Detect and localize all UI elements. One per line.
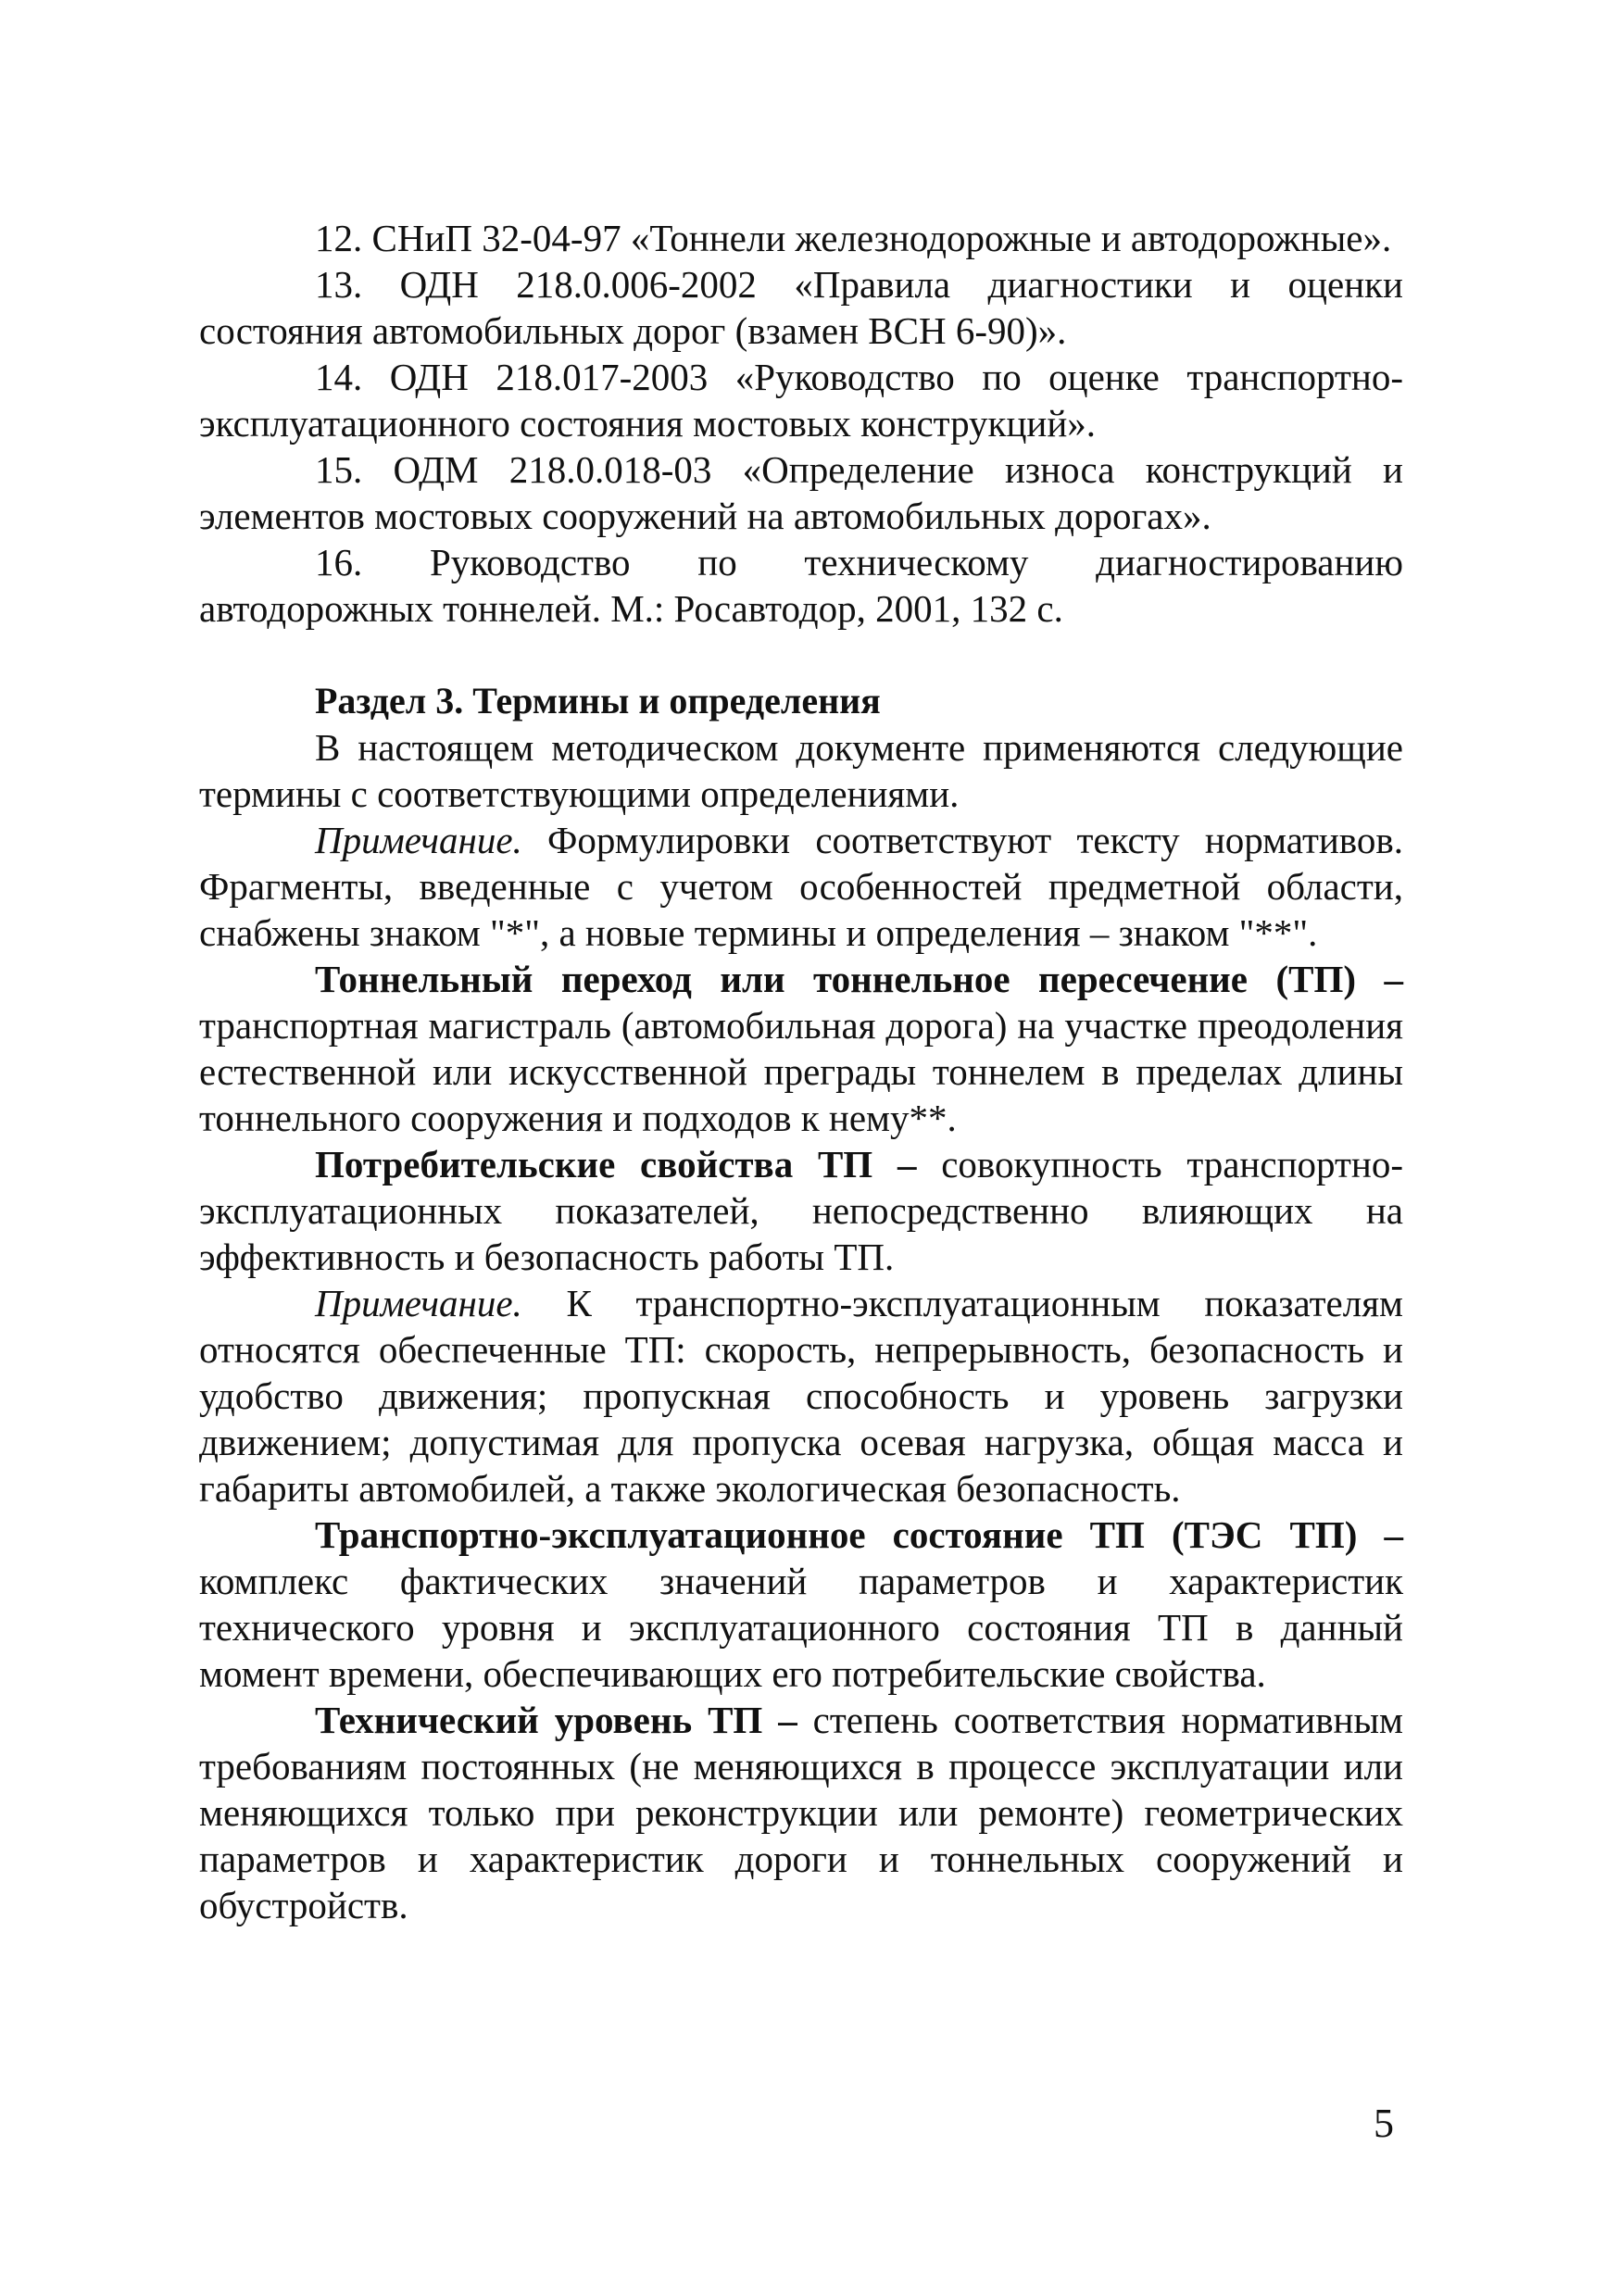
note-label: Примечание. [315, 819, 522, 861]
definition-technical-level [199, 1697, 1403, 1928]
definition-tunnel-crossing [199, 956, 1403, 1141]
reference-list [199, 215, 1403, 632]
reference-item-14: 14. ОДН 218.017-2003 «Руководство по оценке транспортно-эксплуатационного состояния мостовых конструкций». [199, 356, 1403, 445]
term: Транспортно-эксплуатационное состояние ТП (ТЭС ТП) – [315, 1513, 1403, 1556]
definition-transport-operational-state [199, 1512, 1403, 1697]
note-paragraph-2 [199, 1280, 1403, 1512]
reference-item-16: 16. Руководство по техническому диагностированию автодорожных тоннелей. М.: Росавтодор, 2001, 132 с. [199, 541, 1403, 630]
term: Технический уровень ТП – [315, 1699, 797, 1741]
definition-text: степень соответствия нормативным требованиям постоянных (не меняющихся в процессе эксплуатации или меняющихся только при реконструкции или ремонте) геометрических параметров и характеристик дороги и тоннельных сооружений и обустройств. [199, 1699, 1403, 1926]
definition-text: транспортная магистраль (автомобильная дорога) на участке преодоления естественной или искусственной преграды тоннелем в пределах длины тоннельного сооружения и подходов к нему**. [199, 1004, 1403, 1139]
page-number: 5 [1374, 2101, 1394, 2146]
note-label: Примечание. [315, 1282, 522, 1324]
page-content [199, 215, 1403, 1928]
definition-consumer-properties [199, 1141, 1403, 1280]
section-title: Раздел 3. Термины и определения [315, 680, 881, 721]
definition-text: комплекс фактических значений параметров и характеристик технического уровня и эксплуатационного состояния ТП в данный момент времени, обеспечивающих его потребительские свойства. [199, 1560, 1403, 1695]
definition-text: совокупность транспортно-эксплуатационных показателей, непосредственно влияющих на эффективность и безопасность работы ТП. [199, 1143, 1403, 1278]
reference-item-13: 13. ОДН 218.0.006-2002 «Правила диагностики и оценки состояния автомобильных дорог (взамен ВСН 6-90)». [199, 263, 1403, 352]
note-text: К транспортно-эксплуатационным показателям относятся обеспеченные ТП: скорость, непрерывность, безопасность и удобство движения; пропускная способность и уровень загрузки движением; допустимая для пропуска осевая нагрузка, общая масса и габариты автомобилей, а также экологическая безопасность. [199, 1282, 1403, 1510]
term: Потребительские свойства ТП – [315, 1143, 917, 1186]
term: Тоннельный переход или тоннельное пересечение (ТП) – [315, 958, 1403, 1000]
note-paragraph-1 [199, 817, 1403, 956]
section-intro: В настоящем методическом документе применяются следующие термины с соответствующими определениями. [199, 726, 1403, 815]
reference-item-12: 12. СНиП 32-04-97 «Тоннели железнодорожные и автодорожные». [315, 217, 1392, 259]
reference-item-15: 15. ОДМ 218.0.018-03 «Определение износа конструкций и элементов мостовых сооружений на автомобильных дорогах». [199, 448, 1403, 537]
note-text: Формулировки соответствуют тексту нормативов. Фрагменты, введенные с учетом особенностей предметной области, снабжены знаком "*", а новые термины и определения – знаком "**". [199, 819, 1403, 954]
